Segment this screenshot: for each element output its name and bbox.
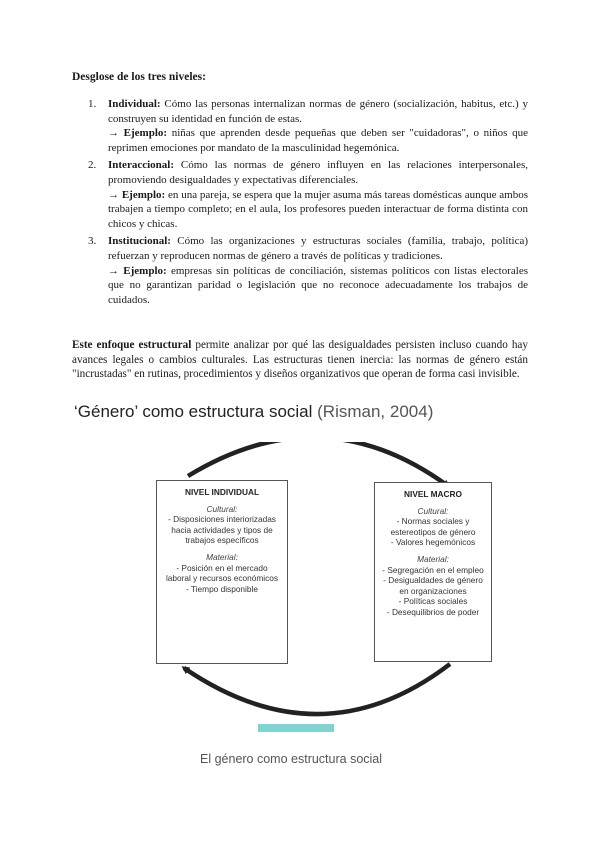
caption-accent-bar	[258, 724, 334, 732]
macro-material-item: - Segregación en el empleo	[382, 564, 484, 575]
paragraph-text: permite analizar por qué las desigualdades persisten incluso cuando hay avances legales o cambios culturales. Las estructuras tienen inercia: las normas de género están "incrustadas" en rutinas, procedimientos y diseños organizativos que operan de forma casi invisible.	[72, 339, 528, 381]
example-text: empresas sin políticas de conciliación, sistemas políticos con listas electorales que no garantizan paridad o legislación que no reconoce adecuadamente los trabajos de cuidados.	[108, 264, 529, 306]
individual-cultural-label: Cultural:	[206, 503, 238, 514]
macro-material-item: - Desequilibrios de poder	[386, 606, 480, 617]
level-label: Institucional:	[108, 235, 171, 248]
arrow-glyph: →	[108, 127, 124, 140]
individual-box-title: NIVEL INDIVIDUAL	[184, 487, 260, 497]
macro-cultural-item: - Normas sociales y estereotipos de género	[390, 516, 476, 537]
level-label: Interaccional:	[108, 159, 174, 172]
macro-material-item: - Políticas sociales	[398, 596, 468, 607]
level-text: Cómo las personas internalizan normas de género (socialización, habitus, etc.) y construyen su identidad en función de estas.	[108, 98, 528, 125]
list-number: 3.	[88, 235, 97, 248]
list-item	[88, 97, 528, 155]
list-item	[88, 158, 528, 231]
list-number: 1.	[88, 98, 97, 110]
arrow-glyph: →	[108, 264, 124, 277]
example-text: niñas que aprenden desde pequeñas que deben ser "cuidadoras", o niños que reprimen emociones por mandato de la masculinidad hegemónica.	[108, 127, 528, 154]
body-paragraph	[72, 338, 528, 382]
individual-material-label: Material:	[206, 551, 238, 562]
example-text: en una pareja, se espera que la mujer asuma más tareas domésticas aunque ambos trabajen a tiempo completo; en el aula, los profesores pueden interactuar de forma distinta con chicos y chicas.	[108, 188, 528, 230]
macro-cultural-label: Cultural:	[417, 505, 449, 516]
individual-material-item: - Tiempo disponible	[186, 583, 258, 594]
individual-material-item: - Posición en el mercado laboral y recursos económicos	[165, 562, 279, 584]
section-heading: Desglose de los tres niveles:	[72, 71, 206, 83]
levels-list	[88, 97, 529, 310]
arrow-glyph: →	[108, 188, 122, 201]
figure-citation: (Risman, 2004)	[312, 402, 434, 421]
example-label: Ejemplo:	[121, 188, 166, 201]
macro-material-item: - Desigualdades de género en organizaciones	[383, 575, 483, 596]
macro-box-title: NIVEL MACRO	[404, 489, 462, 499]
example-label: Ejemplo:	[123, 264, 167, 277]
level-label: Individual:	[108, 98, 161, 110]
figure-title	[74, 402, 433, 422]
level-text: Cómo las normas de género influyen en las relaciones interpersonales, promoviendo desigualdades y expectativas diferenciales.	[108, 159, 528, 186]
macro-material-label: Material:	[417, 553, 449, 564]
list-number: 2.	[88, 159, 97, 172]
figure-title-main: ‘Género’ como estructura social	[74, 402, 313, 421]
list-item	[88, 234, 529, 307]
figure-caption: El género como estructura social	[200, 752, 383, 766]
macro-level-box	[374, 482, 492, 662]
individual-cultural-item: - Disposiciones interiorizadas hacia actividades y tipos de trabajos específicos	[168, 514, 276, 546]
example-label: Ejemplo:	[123, 127, 168, 140]
bottom-arc-arrow	[184, 664, 450, 714]
paragraph-bold-lead: Este enfoque estructural	[72, 339, 192, 351]
macro-cultural-item: - Valores hegemónicos	[390, 537, 476, 548]
level-text: Cómo las organizaciones y estructuras sociales (familia, trabajo, política) refuerzan y reproducen normas de género a través de políticas y tradiciones.	[108, 235, 528, 262]
individual-level-box	[156, 480, 288, 664]
